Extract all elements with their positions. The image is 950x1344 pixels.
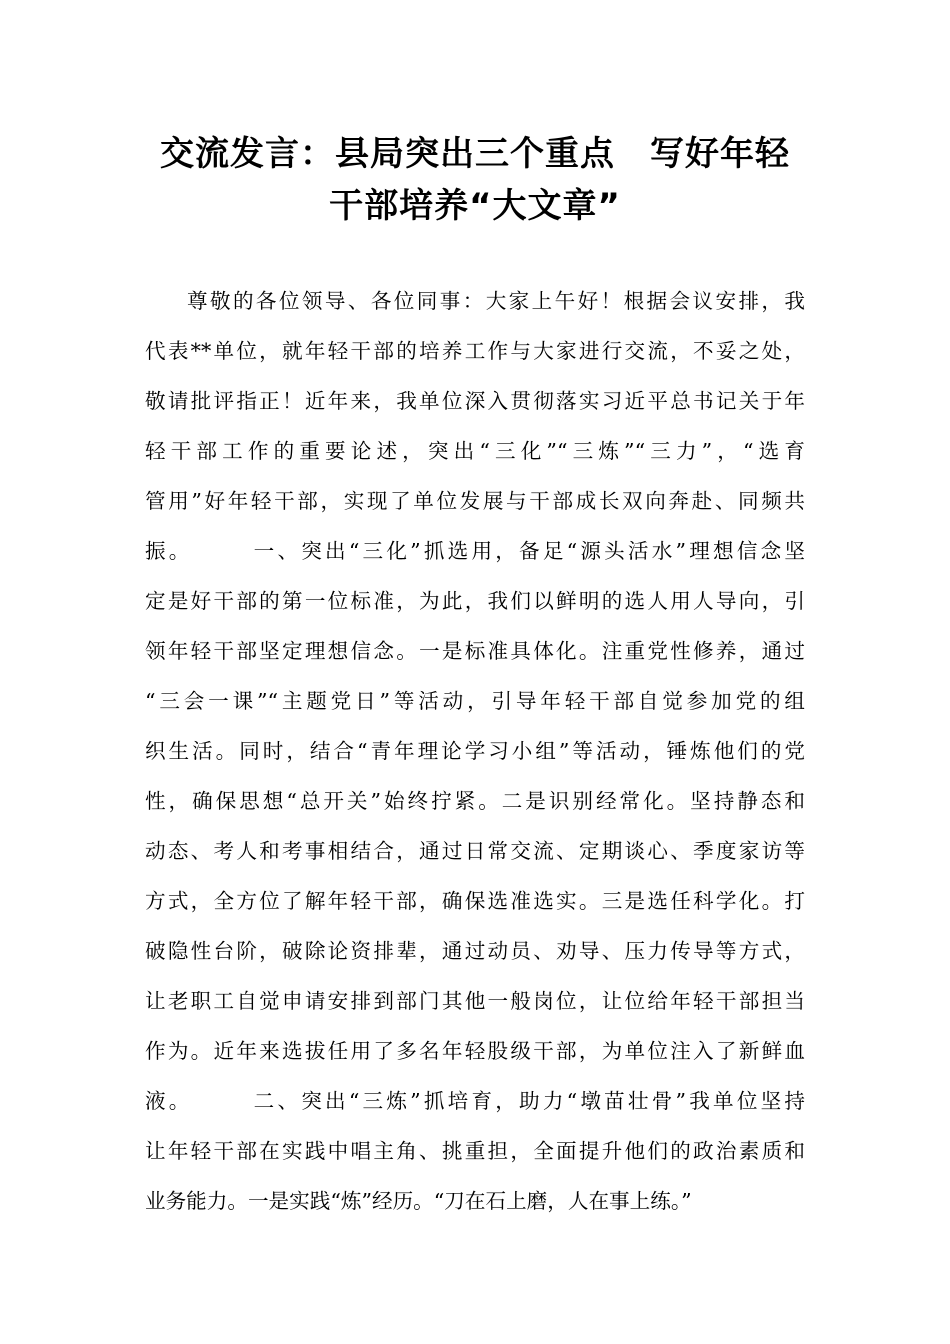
body-line: 方式，全方位了解年轻干部，确保选准选实。三是选任科学化。打 — [145, 889, 805, 913]
body-line: 业务能力。一是实践“炼”经历。“刀在石上磨，人在事上练。” — [145, 1189, 692, 1213]
body-line: 尊敬的各位领导、各位同事：大家上午好！根据会议安排，我 — [187, 289, 805, 313]
body-line: 动态、考人和考事相结合，通过日常交流、定期谈心、季度家访等 — [145, 839, 805, 863]
body-line: 轻干部工作的重要论述，突出“三化”“三炼”“三力”，“选育 — [145, 439, 805, 463]
body-line: 管用”好年轻干部，实现了单位发展与干部成长双向奔赴、同频共 — [145, 489, 805, 513]
body-line: 代表**单位，就年轻干部的培养工作与大家进行交流，不妥之处， — [145, 339, 805, 363]
body-line: 液。 二、突出“三炼”抓培育，助力“墩苗壮骨”我单位坚持 — [145, 1089, 805, 1113]
body-line: 作为。近年来选拔任用了多名年轻股级干部，为单位注入了新鲜血 — [145, 1039, 805, 1063]
title-line-1: 交流发言：县局突出三个重点 写好年轻 — [160, 134, 790, 174]
body-line: 领年轻干部坚定理想信念。一是标准具体化。注重党性修养，通过 — [145, 639, 805, 663]
body-line: 定是好干部的第一位标准，为此，我们以鲜明的选人用人导向，引 — [145, 589, 805, 613]
body-text — [145, 276, 805, 1226]
body-line: 让年轻干部在实践中唱主角、挑重担，全面提升他们的政治素质和 — [145, 1139, 805, 1163]
body-line: 破隐性台阶，破除论资排辈，通过动员、劝导、压力传导等方式， — [145, 939, 805, 963]
page-title — [130, 128, 820, 232]
body-line: 让老职工自觉申请安排到部门其他一般岗位，让位给年轻干部担当 — [145, 989, 805, 1013]
body-line: “三会一课”“主题党日”等活动，引导年轻干部自觉参加党的组 — [145, 689, 805, 713]
body-line: 性，确保思想“总开关”始终拧紧。二是识别经常化。坚持静态和 — [145, 789, 805, 813]
title-line-2: 干部培养“大文章” — [329, 186, 621, 226]
body-line: 敬请批评指正！近年来，我单位深入贯彻落实习近平总书记关于年 — [145, 389, 805, 413]
body-line: 振。 一、突出“三化”抓选用，备足“源头活水”理想信念坚 — [145, 539, 805, 563]
body-line: 织生活。同时，结合“青年理论学习小组”等活动，锤炼他们的党 — [145, 739, 805, 763]
